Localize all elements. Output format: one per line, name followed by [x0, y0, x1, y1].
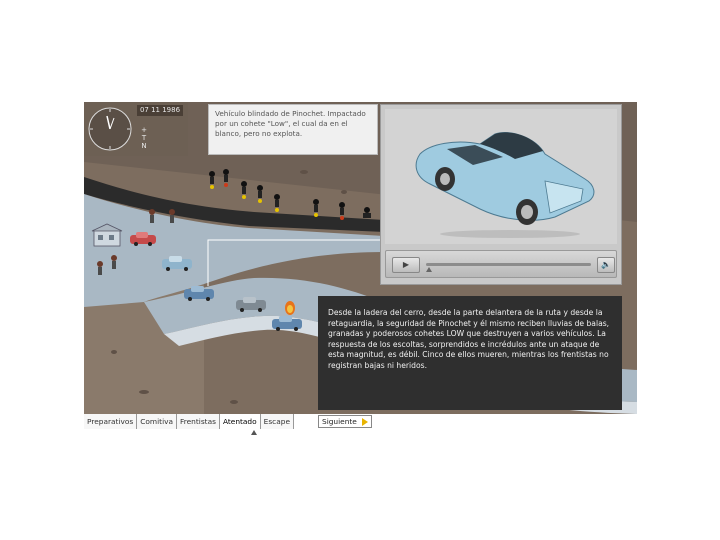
- fire-explosion: [285, 301, 295, 315]
- tab-escape[interactable]: Escape: [261, 414, 294, 429]
- clock-panel: [84, 102, 188, 156]
- video-panel: [380, 104, 622, 285]
- next-button[interactable]: [318, 415, 372, 428]
- nav-tabs: [84, 414, 294, 429]
- tab-atentado[interactable]: Atentado: [220, 414, 261, 429]
- tab-frentistas[interactable]: Frentistas: [177, 414, 220, 429]
- description-panel: Desde la ladera del cerro, desde la parte delantera de la ruta y desde la retaguardia, la seguridad de Pinochet y él mismo reciben lluvias de balas, granadas y poderosos cohetes LOW que destruyen a varios vehículos. La respuesta de los escoltas, sorprendidos e incrédulos ante un ataque de esta magnitud, es débil. Cinco de ellos mueren, mientras los frentistas no registran bajas ni heridos.: [318, 296, 622, 410]
- side-mark: +: [141, 126, 147, 134]
- armored-car-render: [385, 109, 617, 244]
- video-screen[interactable]: [385, 109, 617, 244]
- side-mark: T: [141, 134, 147, 142]
- progress-bar[interactable]: [426, 263, 591, 266]
- progress-thumb[interactable]: [426, 267, 432, 272]
- next-label: Siguiente: [322, 417, 357, 426]
- date-label: 07 11 1986: [137, 105, 183, 116]
- vehicle-caption: Vehículo blindado de Pinochet. Impactado por un cohete "Low", el cual da en el blanco, pero no explota.: [208, 104, 378, 155]
- volume-icon: 🔈: [601, 260, 611, 269]
- play-icon: ▶: [402, 260, 410, 269]
- volume-button[interactable]: [597, 257, 615, 273]
- animation-stage: [84, 102, 637, 436]
- clock-icon: [86, 104, 136, 154]
- side-mark: N: [141, 142, 147, 150]
- arrow-right-icon: [362, 418, 368, 426]
- player-controls: [385, 250, 617, 278]
- tab-preparativos[interactable]: Preparativos: [84, 414, 137, 429]
- play-button[interactable]: [392, 257, 420, 273]
- tab-comitiva[interactable]: Comitiva: [137, 414, 177, 429]
- active-tab-marker: [251, 430, 257, 435]
- section-navbar: [84, 414, 637, 436]
- side-marks: [140, 126, 148, 150]
